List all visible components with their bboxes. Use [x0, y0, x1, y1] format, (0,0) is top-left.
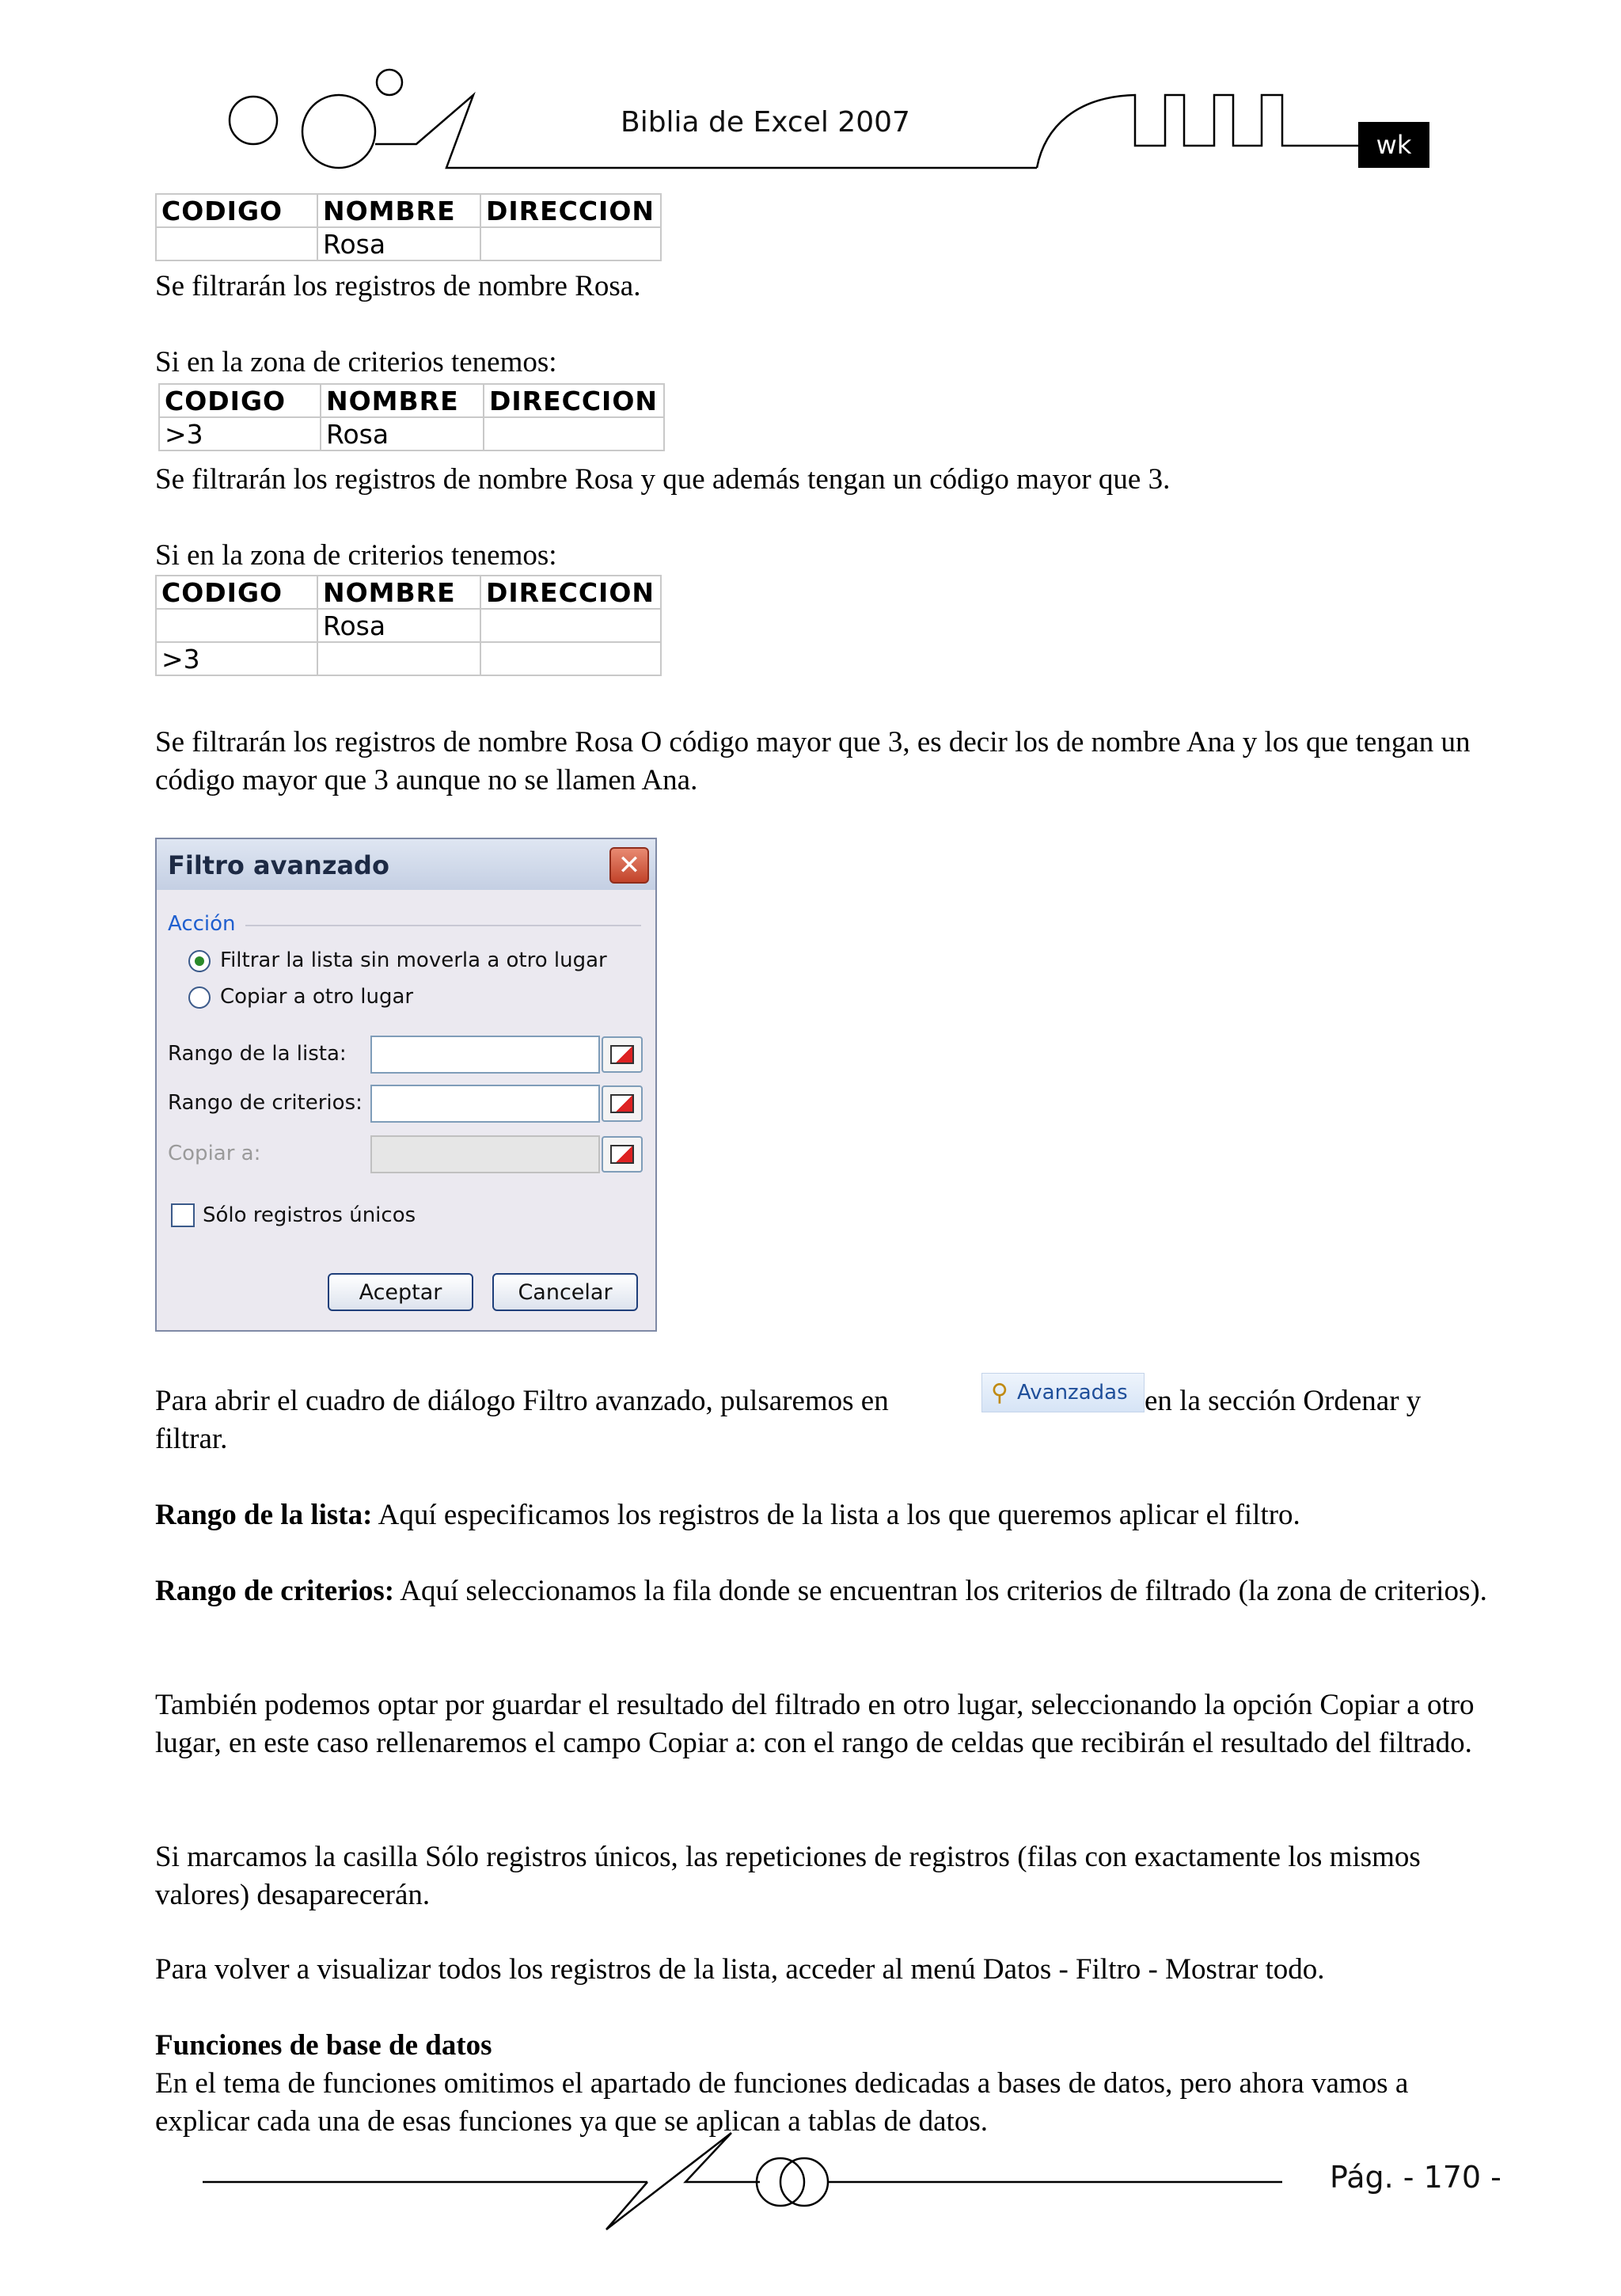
copy-to-picker-icon[interactable] — [602, 1136, 643, 1173]
header-circle-tiny — [377, 70, 402, 95]
unique-records-checkbox[interactable] — [171, 1203, 195, 1227]
paragraph: Se filtrarán los registros de nombre Rosa. — [155, 270, 641, 302]
paragraph — [155, 1572, 1501, 1610]
dialog-titlebar — [157, 839, 655, 890]
table-cell: >3 — [159, 417, 321, 450]
term-bold: Rango de criterios: — [155, 1575, 395, 1607]
list-range-label: Rango de la lista: — [168, 1042, 347, 1066]
advanced-button-image — [981, 1373, 1145, 1412]
table-row — [156, 609, 661, 642]
table-cell — [480, 642, 661, 675]
table-header-cell: NOMBRE — [317, 576, 480, 609]
unique-records-label[interactable]: Sólo registros únicos — [203, 1203, 416, 1227]
list-range-picker-icon[interactable] — [602, 1036, 643, 1073]
section-divider — [245, 925, 641, 926]
paragraph: filtrar. — [155, 1423, 228, 1455]
paragraph: Se filtrarán los registros de nombre Rosa O código mayor que 3, es decir los de nombre Ana y los que tengan un código mayor que 3 aunque no se llamen Ana. — [155, 726, 1471, 796]
table-cell — [156, 227, 317, 260]
header-line-right — [1037, 95, 1361, 168]
header-circle-large — [302, 95, 375, 168]
table-header-cell: NOMBRE — [321, 384, 484, 417]
copy-to-input[interactable] — [370, 1135, 600, 1173]
advanced-button-label: Avanzadas — [1017, 1381, 1128, 1405]
table-row — [156, 642, 661, 675]
radio-copy-to-other-label[interactable]: Copiar a otro lugar — [220, 985, 414, 1009]
copy-to-label: Copiar a: — [168, 1142, 261, 1165]
advanced-filter-icon: ⚲ — [991, 1378, 1008, 1407]
list-range-input[interactable] — [370, 1036, 600, 1074]
table-header-cell: CODIGO — [159, 384, 321, 417]
criteria-table-2 — [158, 383, 665, 451]
table-header-cell: DIRECCION — [480, 194, 661, 227]
paragraph-text: Aquí especificamos los registros de la lista a los que queremos aplicar el filtro. — [372, 1499, 1300, 1531]
radio-filter-in-place-label[interactable]: Filtrar la lista sin moverla a otro lugar — [220, 948, 607, 972]
table-cell: Rosa — [321, 417, 484, 450]
paragraph: En el tema de funciones omitimos el apartado de funciones dedicadas a bases de datos, pero ahora vamos a explicar cada una de esas funciones ya que se aplican a tablas de datos. — [155, 2067, 1409, 2138]
table-cell: Rosa — [317, 609, 480, 642]
dialog-title: Filtro avanzado — [168, 850, 389, 880]
close-icon[interactable]: ✕ — [609, 847, 649, 884]
paragraph: Se filtrarán los registros de nombre Rosa y que además tengan un código mayor que 3. — [155, 463, 1171, 496]
table-cell — [480, 609, 661, 642]
radio-filter-in-place[interactable] — [188, 950, 211, 972]
paragraph: Si marcamos la casilla Sólo registros únicos, las repeticiones de registros (filas con exactamente los mismos valores) desaparecerán. — [155, 1841, 1421, 1911]
table-header-row — [156, 576, 661, 609]
paragraph: También podemos optar por guardar el resultado del filtrado en otro lugar, seleccionando la opción Copiar a otro lugar, en este caso rellenaremos el campo Copiar a: con el rango de celdas que recibirán el resultado del filtrado. — [155, 1689, 1475, 1759]
table-header-cell: DIRECCION — [484, 384, 664, 417]
radio-copy-to-other[interactable] — [188, 986, 211, 1009]
criteria-table-3 — [155, 575, 662, 676]
header-circle-small — [230, 97, 277, 144]
paragraph-text: Para abrir el cuadro de diálogo Filtro avanzado, pulsaremos en — [155, 1385, 889, 1417]
table-cell — [317, 642, 480, 675]
table-header-cell: CODIGO — [156, 194, 317, 227]
table-header-row — [156, 194, 661, 227]
table-header-cell: DIRECCION — [480, 576, 661, 609]
section-heading: Funciones de base de datos — [155, 2029, 492, 2062]
criteria-range-input[interactable] — [370, 1085, 600, 1123]
advanced-filter-dialog — [155, 838, 657, 1332]
term-bold: Rango de la lista: — [155, 1499, 373, 1531]
paragraph: Si en la zona de criterios tenemos: — [155, 346, 557, 378]
table-cell: >3 — [156, 642, 317, 675]
criteria-range-picker-icon[interactable] — [602, 1085, 643, 1122]
criteria-table-1 — [155, 193, 662, 261]
table-header-cell: NOMBRE — [317, 194, 480, 227]
action-section-label: Acción — [168, 912, 236, 936]
table-row — [156, 227, 661, 260]
table-header-row — [159, 384, 664, 417]
table-cell — [156, 609, 317, 642]
paragraph: Si en la zona de criterios tenemos: — [155, 539, 557, 572]
accept-button[interactable]: Aceptar — [328, 1273, 473, 1311]
cancel-button[interactable]: Cancelar — [492, 1273, 638, 1311]
table-cell — [480, 227, 661, 260]
table-row — [159, 417, 664, 450]
paragraph-text: Aquí seleccionamos la fila donde se encuentran los criterios de filtrado (la zona de criterios). — [394, 1575, 1487, 1607]
header-title: Biblia de Excel 2007 — [621, 106, 910, 139]
paragraph — [155, 1496, 1501, 1534]
table-header-cell: CODIGO — [156, 576, 317, 609]
paragraph — [1145, 1382, 1509, 1420]
header-badge: wk — [1358, 122, 1429, 168]
criteria-range-label: Rango de criterios: — [168, 1091, 363, 1115]
paragraph: Para volver a visualizar todos los registros de la lista, acceder al menú Datos - Filtro - Mostrar todo. — [155, 1953, 1325, 1986]
paragraph-text: en la sección Ordenar y — [1145, 1385, 1422, 1417]
table-cell: Rosa — [317, 227, 480, 260]
table-cell — [484, 417, 664, 450]
page-number: Pág. - 170 - — [1330, 2160, 1501, 2195]
